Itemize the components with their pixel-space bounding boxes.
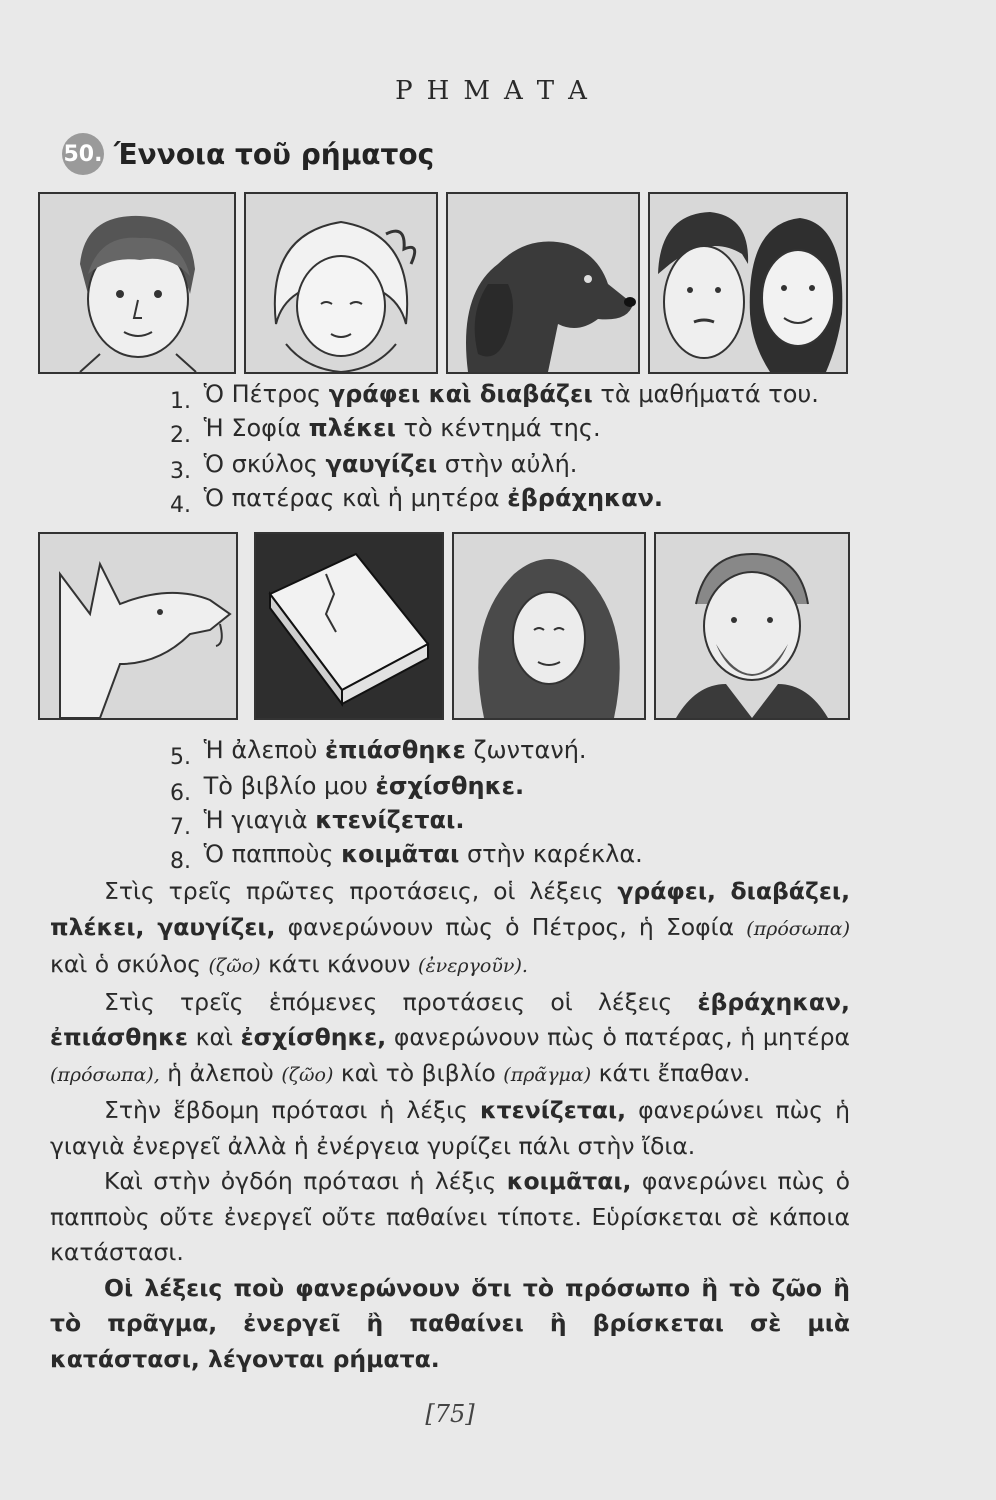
picture-parents-icon (648, 192, 848, 374)
section-heading (62, 130, 434, 178)
paragraph-2: Στὶς τρεῖς ἑπόμενες προτάσεις οἱ λέξεις ἐβράχηκαν, ἐπιάσθηκε καὶ ἐσχίσθηκε, φανερώνουν πὼς ὁ πατέρας, ἡ μητέρα (πρόσωπα), ἡ ἀλεποὺ (ζῶο) καὶ τὸ βιβλίο (πρᾶγμα) κάτι ἔπαθαν. (50, 987, 850, 1087)
sentence-text: Τὸ βιβλίο μου (203, 772, 368, 800)
sentence-number: 6. (170, 781, 191, 806)
picture-boy-icon (38, 192, 236, 374)
sentence-text: ζωντανή. (473, 736, 587, 764)
paragraph-3: Στὴν ἕβδομη πρότασι ἡ λέξις κτενίζεται, φανερώνει πὼς ἡ γιαγιὰ ἐνεργεῖ ἀλλὰ ἡ ἐνέργεια γυρίζει πάλι στὴν ἴδια. (50, 1096, 850, 1160)
picture-book-icon (254, 532, 444, 720)
sentence-text: Ὁ Πέτρος (203, 380, 322, 408)
sentence-text: Ἡ γιαγιὰ (203, 806, 308, 834)
sentence-text: στὴν καρέκλα. (466, 840, 643, 868)
sentence-number: 8. (170, 849, 191, 874)
sentence-number: 1. (170, 389, 191, 414)
running-head: ΡΗΜΑΤΑ (395, 76, 601, 106)
sentence-number: 7. (170, 815, 191, 840)
page-number: [75] (425, 1400, 475, 1428)
sentence-7 (170, 806, 465, 840)
sentence-text: τὸ κέντημά της. (403, 414, 601, 442)
sentence-text: Ἡ Σοφία (203, 414, 301, 442)
sentence-verb: ἐσχίσθηκε. (375, 772, 525, 800)
sentence-verb: γράφει καὶ διαβάζει (328, 380, 593, 408)
picture-dog-icon (446, 192, 640, 374)
sentence-1 (170, 380, 819, 414)
sentence-text: Ὁ πατέρας καὶ ἡ μητέρα (203, 484, 500, 512)
sentence-text: Ὁ παπποὺς (203, 840, 334, 868)
picture-grandfather-icon (654, 532, 850, 720)
sentence-5 (170, 736, 587, 770)
section-title: Έννοια τοῦ ρήματος (114, 137, 435, 171)
sentence-verb: ἐβράχηκαν. (507, 484, 664, 512)
definition-rule: Οἱ λέξεις ποὺ φανερώνουν ὅτι τὸ πρόσωπο ἢ τὸ ζῶο ἢ τὸ πρᾶγμα, ἐνεργεῖ ἢ παθαίνει ἢ βρίσκεται σὲ μιὰ κατάστασι, λέγονται ρήματα. (50, 1273, 850, 1373)
sentence-8 (170, 840, 643, 874)
sentence-text: στὴν αὐλή. (444, 450, 578, 478)
sentence-verb: κοιμᾶται (341, 840, 460, 868)
sentence-verb: γαυγίζει (325, 450, 438, 478)
sentence-verb: πλέκει (308, 414, 396, 442)
picture-fox-icon (38, 532, 238, 720)
picture-girl-icon (244, 192, 438, 374)
sentence-number: 4. (170, 493, 191, 518)
picture-grandmother-icon (452, 532, 646, 720)
sentence-number: 5. (170, 745, 191, 770)
paragraph-4: Καὶ στὴν ὀγδόη πρότασι ἡ λέξις κοιμᾶται, φανερώνει πὼς ὁ παπποὺς οὔτε ἐνεργεῖ οὔτε παθαίνει τίποτε. Εὑρίσκεται σὲ κάποια κατάστασι. (50, 1167, 850, 1266)
sentence-text: Ὁ σκύλος (203, 450, 318, 478)
sentence-3 (170, 450, 577, 484)
section-number-badge: 50. (62, 133, 104, 175)
sentence-number: 2. (170, 423, 191, 448)
sentence-2 (170, 414, 601, 448)
explanation-text (50, 874, 850, 1377)
paragraph-1: Στὶς τρεῖς πρῶτες προτάσεις, οἱ λέξεις γράφει, διαβάζει, πλέκει, γαυγίζει, φανερώνουν πὼς ὁ Πέτρος, ἡ Σοφία (πρόσωπα) καὶ ὁ σκύλος (ζῶο) κάτι κάνουν (ἐνεργοῦν). (50, 877, 850, 978)
sentence-verb: ἐπιάσθηκε (324, 736, 466, 764)
sentence-4 (170, 484, 663, 518)
sentence-text: τὰ μαθήματά του. (600, 380, 819, 408)
sentence-text: Ἡ ἀλεποὺ (203, 736, 318, 764)
sentence-6 (170, 772, 524, 806)
sentence-verb: κτενίζεται. (315, 806, 465, 834)
sentence-number: 3. (170, 459, 191, 484)
